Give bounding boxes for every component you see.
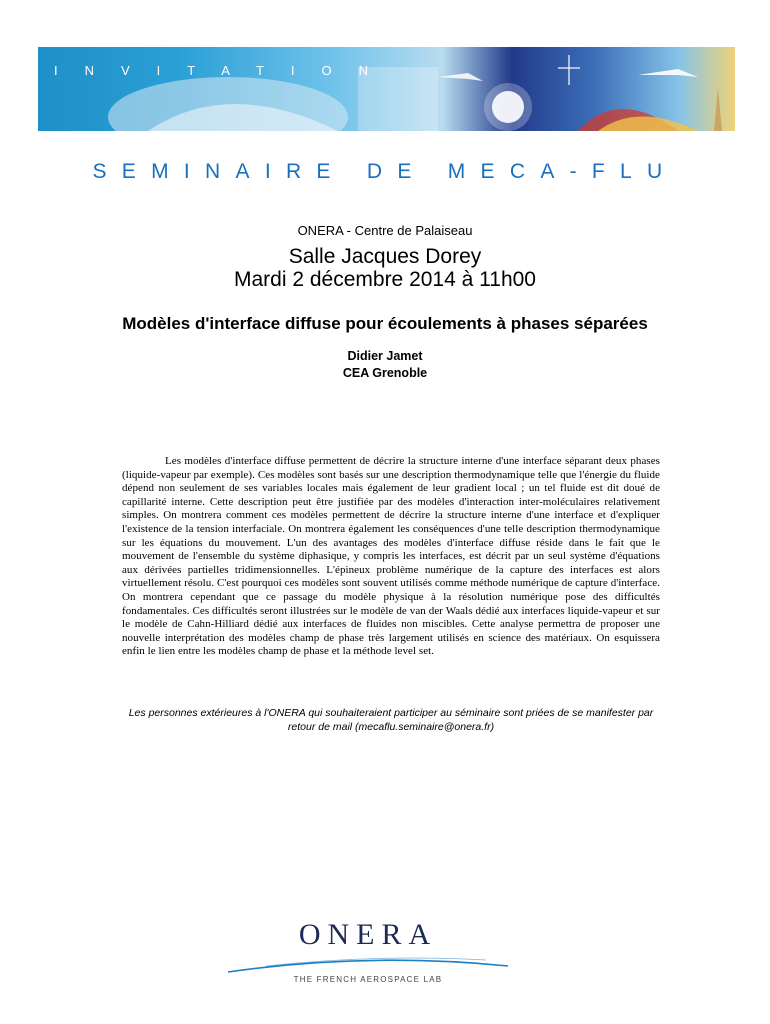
invitation-banner xyxy=(38,47,735,131)
banner-illustration xyxy=(38,47,735,131)
speaker-name: Didier Jamet xyxy=(347,349,423,363)
seminar-title: SEMINAIRE DE MECA-FLU xyxy=(92,160,678,183)
talk-title: Modèles d'interface diffuse pour écoulements à phases séparées xyxy=(122,314,648,333)
event-date: Mardi 2 décembre 2014 à 11h00 xyxy=(234,268,536,291)
registration-notice: Les personnes extérieures à l'ONERA qui souhaiteraient participer au séminaire sont priées de se manifester par retour de mail (mecaflu.seminaire@onera.fr) xyxy=(128,707,654,733)
location: ONERA - Centre de Palaiseau xyxy=(297,223,473,238)
speaker-affiliation: CEA Grenoble xyxy=(342,366,428,380)
room: Salle Jacques Dorey xyxy=(288,245,482,268)
onera-logo xyxy=(226,918,510,992)
logo-wordmark: ONERA xyxy=(298,918,438,951)
banner-word: INVITATION xyxy=(54,63,396,78)
abstract: Les modèles d'interface diffuse permettent de décrire la structure interne d'une interface séparant deux phases (liquide-vapeur par exemple). Ces modèles sont basés sur une description thermodynamique telle que l'énergie du fluide dépend non seulement de ses variables locales mais également de leur gradient local ; un tel fluide est dit doué de capillarité interne. Cette description peut être justifiée par des modèles d'interaction inter-moléculaires relativement simples. On montrera comment ces modèles permettent de décrire la structure interne d'une interface et d'expliquer l'existence de la tension interfaciale. On montrera également les conséquences d'une telle description thermodynamique sur les équations du mouvement. L'un des avantages des modèles d'interface diffuse réside dans le fait que le mouvement de l'ensemble du système diphasique, y compris les interfaces, est décrit par un seul système d'équations aux dérivées partielles tridimensionnelles. L'épineux problème numérique de la capture des interfaces est alors virtuellement résolu. C'est pourquoi ces modèles sont souvent utilisés comme méthode numérique de capture d'interface. On montrera cependant que ce passage du modèle physique à la résolution numérique pose des difficultés fondamentales. Ces difficultés seront illustrées sur le modèle de van der Waals dédié aux interfaces liquide-vapeur et sur le modèle de Cahn-Hilliard dédié aux interfaces de fluides non miscibles. Cette analyse permettra de proposer une nouvelle interprétation des modèles champ de phase très largement utilisés en science des matériaux. On esquissera enfin le lien entre les modèles champ de phase et la méthode level set. xyxy=(122,455,660,658)
logo-tagline: THE FRENCH AEROSPACE LAB xyxy=(293,975,443,984)
swoosh-icon xyxy=(226,954,510,976)
